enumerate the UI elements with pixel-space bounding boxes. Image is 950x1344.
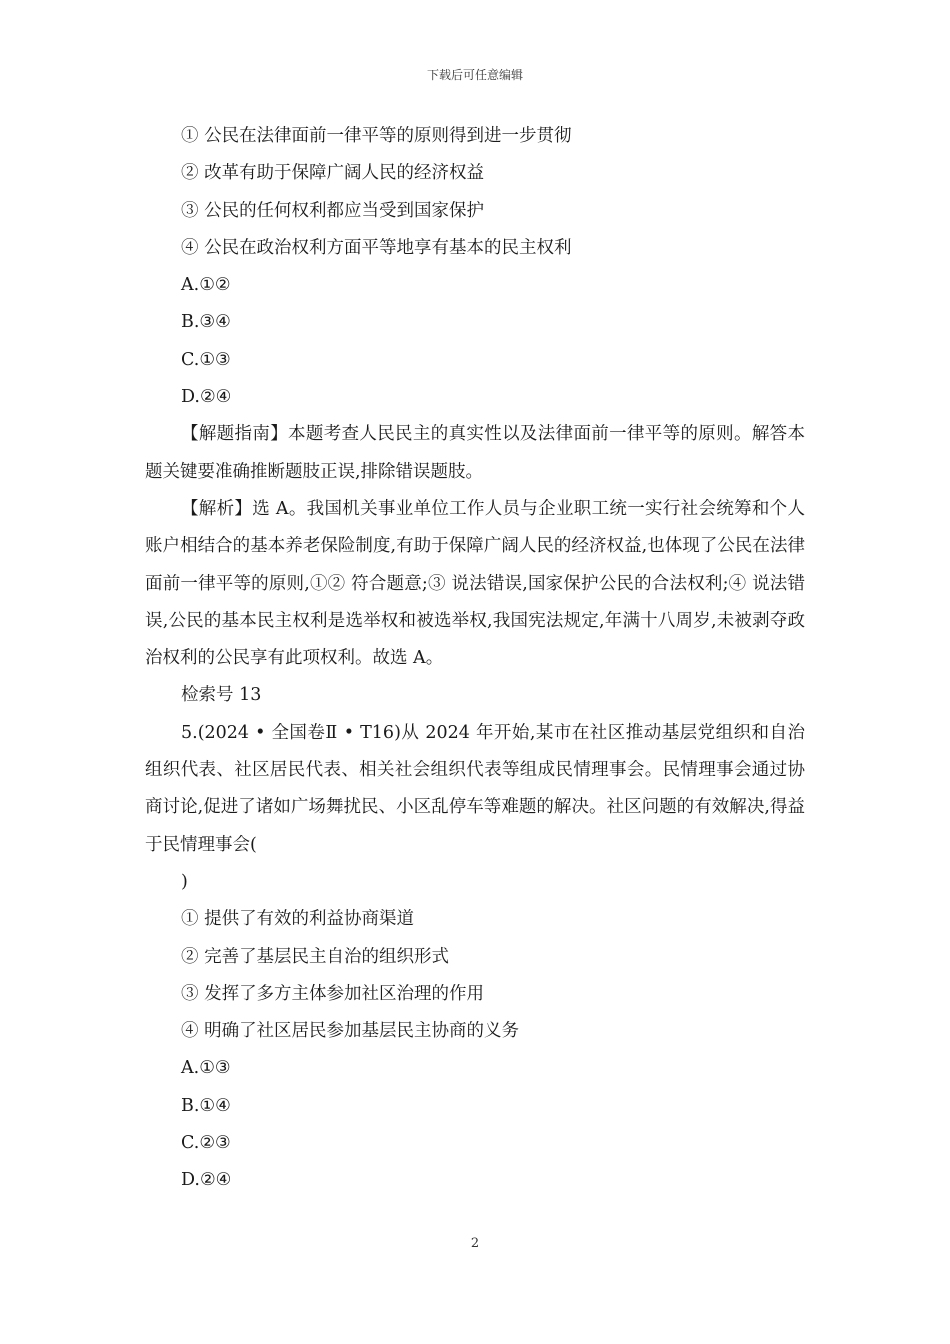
page-header: 下载后可任意编辑: [426, 68, 523, 82]
q5-option-b: B.①④: [181, 1095, 231, 1116]
q4-option-a: A.①②: [181, 275, 231, 296]
q5-option-c: C.②③: [181, 1133, 231, 1154]
q4-option-c: C.①③: [181, 349, 231, 370]
q5-item-4: ④ 明确了社区居民参加基层民主协商的义务: [181, 1021, 520, 1042]
q4-index: 检索号 13: [181, 685, 262, 706]
q4-item-2: ② 改革有助于保障广阔人民的经济权益: [181, 163, 485, 184]
q5-stem: 5.(2024 • 全国卷Ⅱ • T16)从 2024 年开始,某市在社区推动基层党组织和自治组织代表、社区居民代表、相关社会组织代表等组成民情理事会。民情理事会通过协商讨论,促进了诸如广场舞扰民、小区乱停车等难题的解决。社区问题的有效解决,得益于民情理事会(: [145, 722, 805, 855]
q5-item-1: ① 提供了有效的利益协商渠道: [181, 909, 415, 930]
q5-paren-close: ): [181, 871, 188, 892]
q5-option-a: A.①③: [181, 1058, 231, 1079]
q4-item-4: ④ 公民在政治权利方面平等地享有基本的民主权利: [181, 237, 572, 258]
q4-item-1: ① 公民在法律面前一律平等的原则得到进一步贯彻: [181, 126, 572, 146]
q4-analysis: 【解析】选 A。我国机关事业单位工作人员与企业职工统一实行社会统筹和个人账户相结合的基本养老保险制度,有助于保障广阔人民的经济权益,也体现了公民在法律面前一律平等的原则,①② 符合题意;③ 说法错误,国家保护公民的合法权利;④ 说法错误,公民的基本民主权利是选举权和被选举权,我国宪法规定,年满十八周岁,未被剥夺政治权利的公民享有此项权利。故选 A。: [145, 498, 805, 669]
q5-item-3: ③ 发挥了多方主体参加社区治理的作用: [181, 983, 485, 1004]
page-content: [145, 118, 805, 1200]
page-number: 2: [470, 1236, 480, 1251]
q5-option-d: D.②④: [181, 1170, 232, 1191]
q4-option-b: B.③④: [181, 312, 231, 333]
q4-option-d: D.②④: [181, 387, 232, 408]
q4-guide: 【解题指南】本题考查人民民主的真实性以及法律面前一律平等的原则。解答本题关键要准确推断题肢正误,排除错误题肢。: [145, 424, 805, 482]
q4-item-3: ③ 公民的任何权利都应当受到国家保护: [181, 200, 485, 221]
q5-item-2: ② 完善了基层民主自治的组织形式: [181, 946, 450, 967]
